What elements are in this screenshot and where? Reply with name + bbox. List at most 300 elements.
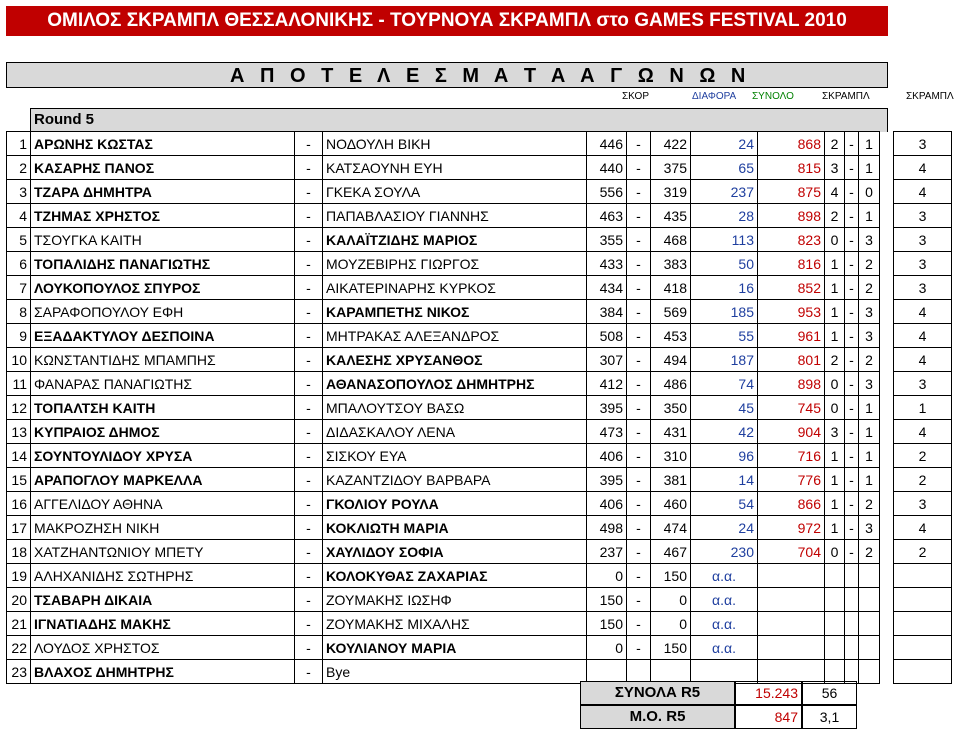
player-one: ΣΟΥΝΤΟΥΛΙΔΟΥ ΧΡΥΣΑ [31,444,295,468]
score-one: 446 [587,132,627,156]
gap-cell [880,252,894,276]
total-score: 716 [758,444,825,468]
gap-cell [880,564,894,588]
player-two: Bye [323,660,587,684]
scrabble-count: 4 [894,420,952,444]
gap-cell [880,396,894,420]
scrabble-one: 2 [825,132,845,156]
score-two: 418 [651,276,691,300]
player-two: ΚΟΥΛΙΑΝΟΥ ΜΑΡΙΑ [323,636,587,660]
scrabble-dash: - [845,468,859,492]
scrabble-two: 1 [859,468,880,492]
score-one: 463 [587,204,627,228]
score-one: 406 [587,492,627,516]
player-two: ΚΑΛΕΣΗΣ ΧΡΥΣΑΝΘΟΣ [323,348,587,372]
score-dash: - [627,324,651,348]
scrabble-count: 3 [894,204,952,228]
table-row [7,300,952,324]
row-number: 23 [7,660,31,684]
scrabble-two: 1 [859,156,880,180]
scrabble-count: 3 [894,252,952,276]
score-difference [691,660,758,684]
total-score: 745 [758,396,825,420]
score-one: 307 [587,348,627,372]
player-two: ΠΑΠΑΒΛΑΣΙΟΥ ΓΙΑΝΝΗΣ [323,204,587,228]
score-two: 422 [651,132,691,156]
row-number: 1 [7,132,31,156]
player-one: ΑΓΓΕΛΙΔΟΥ ΑΘΗΝΑ [31,492,295,516]
score-one: 412 [587,372,627,396]
versus-separator: - [295,420,323,444]
scrabble-one: 1 [825,324,845,348]
totals-sum: 15.243 [735,681,802,705]
table-row [7,612,952,636]
score-dash: - [627,180,651,204]
scrabble-two [859,564,880,588]
table-row [7,204,952,228]
scrabble-count: 4 [894,300,952,324]
table-row [7,276,952,300]
versus-separator: - [295,132,323,156]
scrabble-two: 2 [859,276,880,300]
scrabble-count: 3 [894,492,952,516]
total-score [758,636,825,660]
scrabble-count: 4 [894,516,952,540]
score-one: 237 [587,540,627,564]
scrabble-two [859,660,880,684]
versus-separator: - [295,540,323,564]
score-two: 453 [651,324,691,348]
round-label: Round 5 [34,111,94,128]
scrabble-dash [845,660,859,684]
row-number: 6 [7,252,31,276]
gap-cell [880,420,894,444]
row-number: 16 [7,492,31,516]
round-header-box [30,108,888,132]
col-scrabble-header-2: ΣΚΡΑΜΠΛ [906,91,954,102]
score-dash: - [627,396,651,420]
gap-cell [880,204,894,228]
total-score: 852 [758,276,825,300]
scrabble-dash [845,564,859,588]
score-dash: - [627,156,651,180]
scrabble-dash: - [845,204,859,228]
scrabble-one: 0 [825,228,845,252]
player-two: ΚΑΤΣΑΟΥΝΗ ΕΥΗ [323,156,587,180]
scrabble-one: 1 [825,444,845,468]
scrabble-two: 3 [859,228,880,252]
score-two: 375 [651,156,691,180]
versus-separator: - [295,156,323,180]
score-dash: - [627,348,651,372]
player-one: ΑΡΩΝΗΣ ΚΩΣΤΑΣ [31,132,295,156]
scrabble-dash: - [845,276,859,300]
versus-separator: - [295,348,323,372]
score-difference: α.α. [691,612,758,636]
score-one: 406 [587,444,627,468]
score-two: 310 [651,444,691,468]
scrabble-dash: - [845,252,859,276]
scrabble-two: 3 [859,372,880,396]
scrabble-two: 1 [859,420,880,444]
score-two [651,660,691,684]
player-two: ΚΟΛΟΚΥΘΑΣ ΖΑΧΑΡΙΑΣ [323,564,587,588]
player-one: ΤΣΟΥΓΚΑ ΚΑΙΤΗ [31,228,295,252]
scrabble-count: 2 [894,444,952,468]
score-dash: - [627,276,651,300]
score-dash: - [627,444,651,468]
scrabble-count: 2 [894,540,952,564]
score-dash: - [627,252,651,276]
score-one: 0 [587,636,627,660]
player-one: ΤΣΑΒΑΡΗ ΔΙΚΑΙΑ [31,588,295,612]
versus-separator: - [295,660,323,684]
table-row [7,540,952,564]
scrabble-count: 3 [894,372,952,396]
player-one: ΚΩΝΣΤΑΝΤΙΔΗΣ ΜΠΑΜΠΗΣ [31,348,295,372]
score-dash: - [627,636,651,660]
score-difference: 55 [691,324,758,348]
table-row [7,372,952,396]
total-score: 868 [758,132,825,156]
total-score [758,612,825,636]
score-dash: - [627,492,651,516]
row-number: 15 [7,468,31,492]
scrabble-count: 4 [894,324,952,348]
player-two: ΑΙΚΑΤΕΡΙΝΑΡΗΣ ΚΥΡΚΟΣ [323,276,587,300]
gap-cell [880,636,894,660]
player-two: ΜΗΤΡΑΚΑΣ ΑΛΕΞΑΝΔΡΟΣ [323,324,587,348]
score-one: 473 [587,420,627,444]
scrabble-one: 1 [825,252,845,276]
scrabble-dash: - [845,444,859,468]
score-difference: 50 [691,252,758,276]
col-total-header: ΣΥΝΟΛΟ [752,91,794,102]
scrabble-dash: - [845,324,859,348]
versus-separator: - [295,444,323,468]
gap-cell [880,516,894,540]
scrabble-two: 1 [859,396,880,420]
results-table [6,131,952,684]
table-row [7,468,952,492]
gap-cell [880,660,894,684]
score-difference: 237 [691,180,758,204]
scrabble-one: 2 [825,204,845,228]
player-one: ΤΟΠΑΛΤΣΗ ΚΑΙΤΗ [31,396,295,420]
score-dash: - [627,204,651,228]
score-dash: - [627,228,651,252]
versus-separator: - [295,396,323,420]
row-number: 10 [7,348,31,372]
total-score: 776 [758,468,825,492]
gap-cell [880,372,894,396]
versus-separator: - [295,588,323,612]
row-number: 20 [7,588,31,612]
score-one: 508 [587,324,627,348]
total-score: 875 [758,180,825,204]
table-row [7,132,952,156]
score-difference: 96 [691,444,758,468]
total-score: 866 [758,492,825,516]
scrabble-count [894,660,952,684]
total-score: 898 [758,372,825,396]
scrabble-count [894,636,952,660]
scrabble-dash [845,588,859,612]
player-two: ΓΚΕΚΑ ΣΟΥΛΑ [323,180,587,204]
results-title: Α Π Ο Τ Ε Λ Ε Σ Μ Α Τ Α Α Γ Ω Ν Ω Ν [230,65,751,87]
scrabble-count: 3 [894,132,952,156]
total-score: 904 [758,420,825,444]
score-two: 467 [651,540,691,564]
player-one: ΦΑΝΑΡΑΣ ΠΑΝΑΓΙΩΤΗΣ [31,372,295,396]
score-difference: α.α. [691,564,758,588]
table-row [7,660,952,684]
score-two: 0 [651,588,691,612]
score-one: 0 [587,564,627,588]
scrabble-one: 0 [825,540,845,564]
score-dash: - [627,612,651,636]
score-difference: 187 [691,348,758,372]
player-one: ΑΛΗΧΑΝΙΔΗΣ ΣΩΤΗΡΗΣ [31,564,295,588]
score-one: 440 [587,156,627,180]
averages-label: Μ.Ο. R5 [580,705,735,729]
scrabble-two [859,588,880,612]
player-one: ΚΥΠΡΑΙΟΣ ΔΗΜΟΣ [31,420,295,444]
score-difference: 42 [691,420,758,444]
gap-cell [880,156,894,180]
scrabble-one: 2 [825,348,845,372]
versus-separator: - [295,228,323,252]
tournament-banner: ΟΜΙΛΟΣ ΣΚΡΑΜΠΛ ΘΕΣΣΑΛΟΝΙΚΗΣ - ΤΟΥΡΝΟΥΑ ΣΚΡΑΜΠΛ στο GAMES FESTIVAL 2010 [6,6,888,36]
versus-separator: - [295,300,323,324]
score-one: 150 [587,588,627,612]
score-one: 556 [587,180,627,204]
score-two: 431 [651,420,691,444]
player-two: ΝΟΔΟΥΛΗ ΒΙΚΗ [323,132,587,156]
table-row [7,180,952,204]
total-score [758,660,825,684]
total-score: 704 [758,540,825,564]
scrabble-dash: - [845,300,859,324]
player-two: ΓΚΟΛΙΟΥ ΡΟΥΛΑ [323,492,587,516]
row-number: 3 [7,180,31,204]
gap-cell [880,492,894,516]
gap-cell [880,540,894,564]
score-two: 486 [651,372,691,396]
gap-cell [880,180,894,204]
score-one: 395 [587,396,627,420]
score-two: 383 [651,252,691,276]
score-two: 0 [651,612,691,636]
scrabble-dash: - [845,348,859,372]
table-row [7,156,952,180]
row-number: 13 [7,420,31,444]
player-two: ΚΑΡΑΜΠΕΤΗΣ ΝΙΚΟΣ [323,300,587,324]
scrabble-two: 3 [859,300,880,324]
table-row [7,348,952,372]
gap-cell [880,444,894,468]
score-dash: - [627,132,651,156]
versus-separator: - [295,516,323,540]
gap-cell [880,228,894,252]
scrabble-one [825,564,845,588]
player-one: ΣΑΡΑΦΟΠΟΥΛΟΥ ΕΦΗ [31,300,295,324]
gap-cell [880,132,894,156]
table-row [7,636,952,660]
score-one: 355 [587,228,627,252]
scrabble-one: 0 [825,372,845,396]
score-dash: - [627,564,651,588]
player-two: ΚΟΚΛΙΩΤΗ ΜΑΡΙΑ [323,516,587,540]
versus-separator: - [295,492,323,516]
score-difference: α.α. [691,636,758,660]
player-two: ΜΟΥΖΕΒΙΡΗΣ ΓΙΩΡΓΟΣ [323,252,587,276]
player-one: ΑΡΑΠΟΓΛΟΥ ΜΑΡΚΕΛΛΑ [31,468,295,492]
score-dash: - [627,468,651,492]
scrabble-count: 3 [894,276,952,300]
player-two: ΚΑΖΑΝΤΖΙΔΟΥ ΒΑΡΒΑΡΑ [323,468,587,492]
scrabble-two: 3 [859,324,880,348]
score-two: 569 [651,300,691,324]
player-one: ΒΛΑΧΟΣ ΔΗΜΗΤΡΗΣ [31,660,295,684]
score-two: 435 [651,204,691,228]
scrabble-one: 4 [825,180,845,204]
score-dash: - [627,540,651,564]
gap-cell [880,348,894,372]
score-dash: - [627,372,651,396]
scrabble-count [894,588,952,612]
scrabble-dash: - [845,228,859,252]
table-row [7,228,952,252]
scrabble-dash: - [845,420,859,444]
player-one: ΛΟΥΔΟΣ ΧΡΗΣΤΟΣ [31,636,295,660]
score-two: 460 [651,492,691,516]
scrabble-two: 1 [859,204,880,228]
versus-separator: - [295,468,323,492]
table-row [7,396,952,420]
player-one: ΜΑΚΡΟΖΗΣΗ ΝΙΚΗ [31,516,295,540]
scrabble-dash: - [845,396,859,420]
score-two: 150 [651,636,691,660]
scrabble-one [825,612,845,636]
scrabble-one: 1 [825,492,845,516]
table-row [7,252,952,276]
versus-separator: - [295,276,323,300]
row-number: 12 [7,396,31,420]
score-two: 350 [651,396,691,420]
score-difference: 185 [691,300,758,324]
score-one [587,660,627,684]
scrabble-one [825,636,845,660]
scrabble-two [859,612,880,636]
scrabble-two: 0 [859,180,880,204]
total-score [758,588,825,612]
scrabble-one: 1 [825,276,845,300]
row-number: 2 [7,156,31,180]
gap-cell [880,276,894,300]
scrabble-two: 2 [859,252,880,276]
row-number: 7 [7,276,31,300]
score-dash [627,660,651,684]
scrabble-count: 4 [894,156,952,180]
player-one: ΕΞΑΔΑΚΤΥΛΟΥ ΔΕΣΠΟΙΝΑ [31,324,295,348]
totals-label: ΣΥΝΟΛΑ R5 [580,681,735,705]
col-scrabble-header: ΣΚΡΑΜΠΛ [822,91,870,102]
score-two: 381 [651,468,691,492]
scrabble-dash: - [845,540,859,564]
player-two: ΜΠΑΛΟΥΤΣΟΥ ΒΑΣΩ [323,396,587,420]
score-difference: 74 [691,372,758,396]
scrabble-dash: - [845,156,859,180]
score-one: 434 [587,276,627,300]
score-dash: - [627,588,651,612]
total-score [758,564,825,588]
col-score-header: ΣΚΟΡ [622,91,649,102]
row-number: 19 [7,564,31,588]
total-score: 953 [758,300,825,324]
gap-cell [880,324,894,348]
versus-separator: - [295,204,323,228]
table-row [7,444,952,468]
score-one: 433 [587,252,627,276]
versus-separator: - [295,636,323,660]
player-one: ΚΑΣΑΡΗΣ ΠΑΝΟΣ [31,156,295,180]
averages-sum: 847 [735,705,802,729]
row-number: 14 [7,444,31,468]
scrabble-count: 4 [894,348,952,372]
scrabble-dash: - [845,180,859,204]
row-number: 8 [7,300,31,324]
row-number: 18 [7,540,31,564]
player-one: ΤΖΑΡΑ ΔΗΜΗΤΡΑ [31,180,295,204]
scrabble-one: 3 [825,420,845,444]
scrabble-dash [845,612,859,636]
scrabble-dash: - [845,372,859,396]
table-row [7,324,952,348]
table-row [7,516,952,540]
scrabble-two: 2 [859,540,880,564]
scrabble-one: 1 [825,300,845,324]
scrabble-count: 1 [894,396,952,420]
score-difference: 54 [691,492,758,516]
player-two: ΔΙΔΑΣΚΑΛΟΥ ΛΕΝΑ [323,420,587,444]
score-difference: 16 [691,276,758,300]
row-number: 5 [7,228,31,252]
score-difference: 24 [691,516,758,540]
player-two: ΧΑΥΛΙΔΟΥ ΣΟΦΙΑ [323,540,587,564]
row-number: 17 [7,516,31,540]
scrabble-dash: - [845,492,859,516]
scrabble-two: 2 [859,492,880,516]
score-difference: 28 [691,204,758,228]
score-difference: 65 [691,156,758,180]
gap-cell [880,612,894,636]
scrabble-count: 4 [894,180,952,204]
scrabble-one: 1 [825,468,845,492]
scrabble-dash: - [845,516,859,540]
scrabble-two [859,636,880,660]
versus-separator: - [295,372,323,396]
score-difference: 45 [691,396,758,420]
player-one: ΤΖΗΜΑΣ ΧΡΗΣΤΟΣ [31,204,295,228]
total-score: 972 [758,516,825,540]
row-number: 22 [7,636,31,660]
scrabble-one: 1 [825,516,845,540]
player-two: ΑΘΑΝΑΣΟΠΟΥΛΟΣ ΔΗΜΗΤΡΗΣ [323,372,587,396]
score-two: 494 [651,348,691,372]
scrabble-two: 1 [859,444,880,468]
player-one: ΛΟΥΚΟΠΟΥΛΟΣ ΣΠΥΡΟΣ [31,276,295,300]
